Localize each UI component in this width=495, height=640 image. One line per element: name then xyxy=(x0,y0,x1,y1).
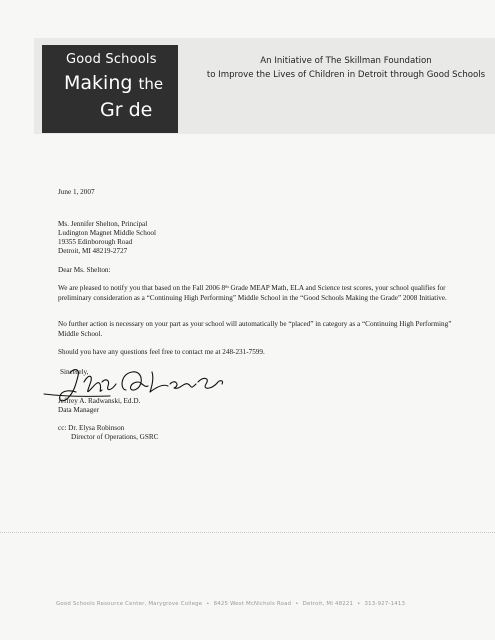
logo-line-2 xyxy=(64,72,163,94)
logo-line-1: Good Schools xyxy=(66,52,157,67)
recipient-line-4: Detroit, MI 48219-2727 xyxy=(58,247,128,255)
paragraph-1-text-b: Grade MEAP Math, ELA and Science test scores, your school qualifies for preliminary consideration as a “Continuing High Performing” Middle School in the “Good Schools Making the Grade” 2008 Initiative. xyxy=(58,284,447,302)
good-schools-logo xyxy=(42,45,178,133)
footer-divider xyxy=(0,532,495,533)
cc-title: Director of Operations, GSRC xyxy=(71,433,159,441)
body-paragraph-3: Should you have any questions feel free to contact me at 248-231-7599. xyxy=(58,348,265,356)
recipient-line-1: Ms. Jennifer Shelton, Principal xyxy=(58,220,148,228)
letter-date: June 1, 2007 xyxy=(58,188,95,196)
footer-bullet: • xyxy=(295,601,299,607)
logo-word-making: Making xyxy=(64,72,133,94)
ordinal-superscript: th xyxy=(225,284,229,289)
signer-name: Jeffrey A. Radwanski, Ed.D. xyxy=(58,397,141,405)
closing: Sincerely, xyxy=(60,368,89,376)
logo-word-the: the xyxy=(138,75,164,93)
tagline-line-1: An Initiative of The Skillman Foundation xyxy=(260,56,432,66)
recipient-line-2: Ludington Magnet Middle School xyxy=(58,229,157,237)
salutation: Dear Ms. Shelton: xyxy=(58,266,111,274)
recipient-line-3: 19355 Edinborough Road xyxy=(58,238,133,246)
footer-bullet: • xyxy=(206,601,210,607)
signer-title: Data Manager xyxy=(58,406,99,414)
tagline-line-2: to Improve the Lives of Children in Detroit through Good Schools xyxy=(206,70,486,80)
body-paragraph-1 xyxy=(58,284,453,303)
letterhead-footer xyxy=(56,601,486,607)
footer-city: Detroit, MI 48221 xyxy=(302,601,354,607)
body-paragraph-2: No further action is necessary on your part as your school will automatically be “placed” in category as a “Continuing High Performing” Middle School. xyxy=(58,320,452,338)
cc-line: cc: Dr. Elysa Robinson xyxy=(58,424,125,432)
logo-line-3: Gr de xyxy=(100,99,153,121)
footer-bullet: • xyxy=(357,601,361,607)
paragraph-1-text-a: We are pleased to notify you that based on the Fall 2006 8 xyxy=(58,284,226,292)
footer-org: Good Schools Resource Center, Marygrove College xyxy=(56,601,203,607)
footer-phone: 313-927-1413 xyxy=(364,601,406,607)
footer-address: 8425 West McNichols Road xyxy=(213,601,292,607)
letterhead-tagline xyxy=(200,54,492,82)
